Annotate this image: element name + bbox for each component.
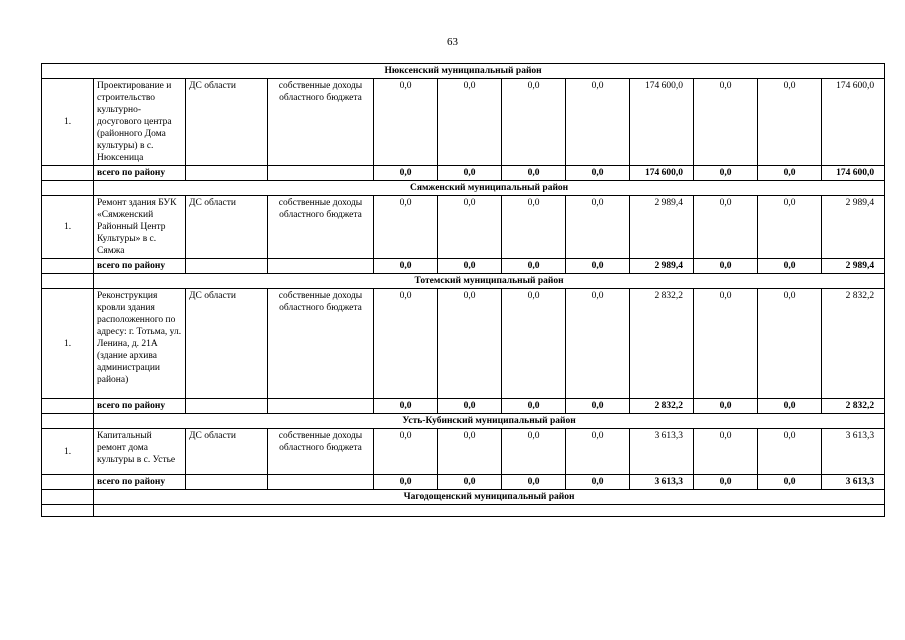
row-number: 1. bbox=[42, 429, 94, 475]
value-cell: 174 600,0 bbox=[822, 79, 885, 166]
value-cell: 174 600,0 bbox=[630, 79, 694, 166]
value-cell: 0,0 bbox=[566, 196, 630, 259]
value-cell: 0,0 bbox=[694, 429, 758, 475]
total-value-cell: 0,0 bbox=[566, 166, 630, 181]
total-blank bbox=[42, 166, 94, 181]
total-value-cell: 0,0 bbox=[438, 259, 502, 274]
value-cell: 0,0 bbox=[438, 196, 502, 259]
total-value-cell: 0,0 bbox=[502, 166, 566, 181]
total-value-cell: 0,0 bbox=[566, 475, 630, 490]
value-cell: 0,0 bbox=[566, 429, 630, 475]
district-name: Усть-Кубинский муниципальный район bbox=[94, 414, 885, 429]
budget-table bbox=[41, 63, 885, 517]
project-name: Капитальный ремонт дома культуры в с. Устье bbox=[94, 429, 186, 475]
value-cell: 0,0 bbox=[694, 289, 758, 399]
empty-row bbox=[42, 505, 885, 517]
district-header-row bbox=[42, 274, 885, 289]
empty-cell bbox=[42, 505, 94, 517]
value-cell: 0,0 bbox=[566, 289, 630, 399]
total-blank bbox=[42, 259, 94, 274]
value-cell: 0,0 bbox=[374, 79, 438, 166]
district-total-row bbox=[42, 475, 885, 490]
value-cell: 0,0 bbox=[438, 289, 502, 399]
empty-cell bbox=[94, 505, 885, 517]
funding-type: ДС области bbox=[186, 289, 268, 399]
total-value-cell: 2 989,4 bbox=[630, 259, 694, 274]
page-number: 63 bbox=[447, 36, 458, 48]
value-cell: 3 613,3 bbox=[822, 429, 885, 475]
row-number: 1. bbox=[42, 196, 94, 259]
total-value-cell: 0,0 bbox=[758, 475, 822, 490]
total-value-cell: 0,0 bbox=[694, 399, 758, 414]
value-cell: 0,0 bbox=[502, 429, 566, 475]
total-value-cell: 174 600,0 bbox=[822, 166, 885, 181]
value-cell: 2 989,4 bbox=[630, 196, 694, 259]
value-cell: 0,0 bbox=[374, 196, 438, 259]
project-row bbox=[42, 79, 885, 166]
total-blank bbox=[268, 259, 374, 274]
district-header-row bbox=[42, 490, 885, 505]
row-number: 1. bbox=[42, 289, 94, 399]
district-total-row bbox=[42, 399, 885, 414]
value-cell: 2 832,2 bbox=[630, 289, 694, 399]
total-value-cell: 0,0 bbox=[694, 259, 758, 274]
funding-source: собственные доходы областного бюджета bbox=[268, 429, 374, 475]
total-value-cell: 0,0 bbox=[438, 399, 502, 414]
project-name: Проектирование и строительство культурно-досугового центра (районного Дома культуры) в с. Нюксеница bbox=[94, 79, 186, 166]
total-label: всего по району bbox=[94, 399, 186, 414]
project-name: Реконструкция кровли здания расположенного по адресу: г. Тотьма, ул. Ленина, д. 21А (здание архива администрации района) bbox=[94, 289, 186, 399]
value-cell: 0,0 bbox=[758, 79, 822, 166]
total-value-cell: 0,0 bbox=[502, 259, 566, 274]
district-total-row bbox=[42, 166, 885, 181]
value-cell: 2 832,2 bbox=[822, 289, 885, 399]
district-name: Чагодощенский муниципальный район bbox=[94, 490, 885, 505]
district-header-row bbox=[42, 414, 885, 429]
district-header-blank bbox=[42, 274, 94, 289]
total-value-cell: 0,0 bbox=[374, 166, 438, 181]
value-cell: 0,0 bbox=[502, 79, 566, 166]
total-value-cell: 0,0 bbox=[438, 166, 502, 181]
total-value-cell: 0,0 bbox=[758, 259, 822, 274]
total-value-cell: 0,0 bbox=[374, 399, 438, 414]
value-cell: 0,0 bbox=[758, 196, 822, 259]
total-value-cell: 0,0 bbox=[566, 399, 630, 414]
total-label: всего по району bbox=[94, 166, 186, 181]
district-name: Нюксенский муниципальный район bbox=[42, 64, 885, 79]
total-value-cell: 0,0 bbox=[694, 475, 758, 490]
total-value-cell: 0,0 bbox=[502, 475, 566, 490]
total-value-cell: 0,0 bbox=[758, 399, 822, 414]
funding-type: ДС области bbox=[186, 79, 268, 166]
table-body bbox=[42, 64, 885, 517]
district-header-blank bbox=[42, 414, 94, 429]
funding-type: ДС области bbox=[186, 429, 268, 475]
value-cell: 0,0 bbox=[694, 79, 758, 166]
value-cell: 0,0 bbox=[438, 429, 502, 475]
project-row bbox=[42, 429, 885, 475]
total-value-cell: 174 600,0 bbox=[630, 166, 694, 181]
funding-source: собственные доходы областного бюджета bbox=[268, 79, 374, 166]
value-cell: 2 989,4 bbox=[822, 196, 885, 259]
total-value-cell: 2 832,2 bbox=[630, 399, 694, 414]
total-value-cell: 0,0 bbox=[374, 475, 438, 490]
project-row bbox=[42, 196, 885, 259]
value-cell: 0,0 bbox=[438, 79, 502, 166]
total-value-cell: 0,0 bbox=[758, 166, 822, 181]
value-cell: 0,0 bbox=[758, 289, 822, 399]
row-number: 1. bbox=[42, 79, 94, 166]
total-value-cell: 0,0 bbox=[374, 259, 438, 274]
total-value-cell: 0,0 bbox=[694, 166, 758, 181]
district-header-blank bbox=[42, 181, 94, 196]
value-cell: 0,0 bbox=[374, 289, 438, 399]
total-blank bbox=[268, 399, 374, 414]
value-cell: 3 613,3 bbox=[630, 429, 694, 475]
total-blank bbox=[42, 399, 94, 414]
total-value-cell: 3 613,3 bbox=[822, 475, 885, 490]
funding-source: собственные доходы областного бюджета bbox=[268, 196, 374, 259]
total-label: всего по району bbox=[94, 475, 186, 490]
district-total-row bbox=[42, 259, 885, 274]
total-blank bbox=[186, 399, 268, 414]
value-cell: 0,0 bbox=[758, 429, 822, 475]
project-row bbox=[42, 289, 885, 399]
value-cell: 0,0 bbox=[374, 429, 438, 475]
total-blank bbox=[186, 259, 268, 274]
total-blank bbox=[186, 166, 268, 181]
value-cell: 0,0 bbox=[502, 196, 566, 259]
project-name: Ремонт здания БУК «Сямженский Районный Центр Культуры» в с. Сямжа bbox=[94, 196, 186, 259]
value-cell: 0,0 bbox=[566, 79, 630, 166]
total-blank bbox=[268, 475, 374, 490]
total-value-cell: 0,0 bbox=[438, 475, 502, 490]
total-blank bbox=[186, 475, 268, 490]
total-label: всего по району bbox=[94, 259, 186, 274]
total-blank bbox=[42, 475, 94, 490]
total-value-cell: 0,0 bbox=[566, 259, 630, 274]
total-value-cell: 3 613,3 bbox=[630, 475, 694, 490]
total-value-cell: 2 989,4 bbox=[822, 259, 885, 274]
value-cell: 0,0 bbox=[502, 289, 566, 399]
total-value-cell: 0,0 bbox=[502, 399, 566, 414]
district-name: Тотемский муниципальный район bbox=[94, 274, 885, 289]
funding-source: собственные доходы областного бюджета bbox=[268, 289, 374, 399]
district-header-row bbox=[42, 181, 885, 196]
value-cell: 0,0 bbox=[694, 196, 758, 259]
total-value-cell: 2 832,2 bbox=[822, 399, 885, 414]
total-blank bbox=[268, 166, 374, 181]
district-header-blank bbox=[42, 490, 94, 505]
funding-type: ДС области bbox=[186, 196, 268, 259]
district-header-row bbox=[42, 64, 885, 79]
district-name: Сямженский муниципальный район bbox=[94, 181, 885, 196]
